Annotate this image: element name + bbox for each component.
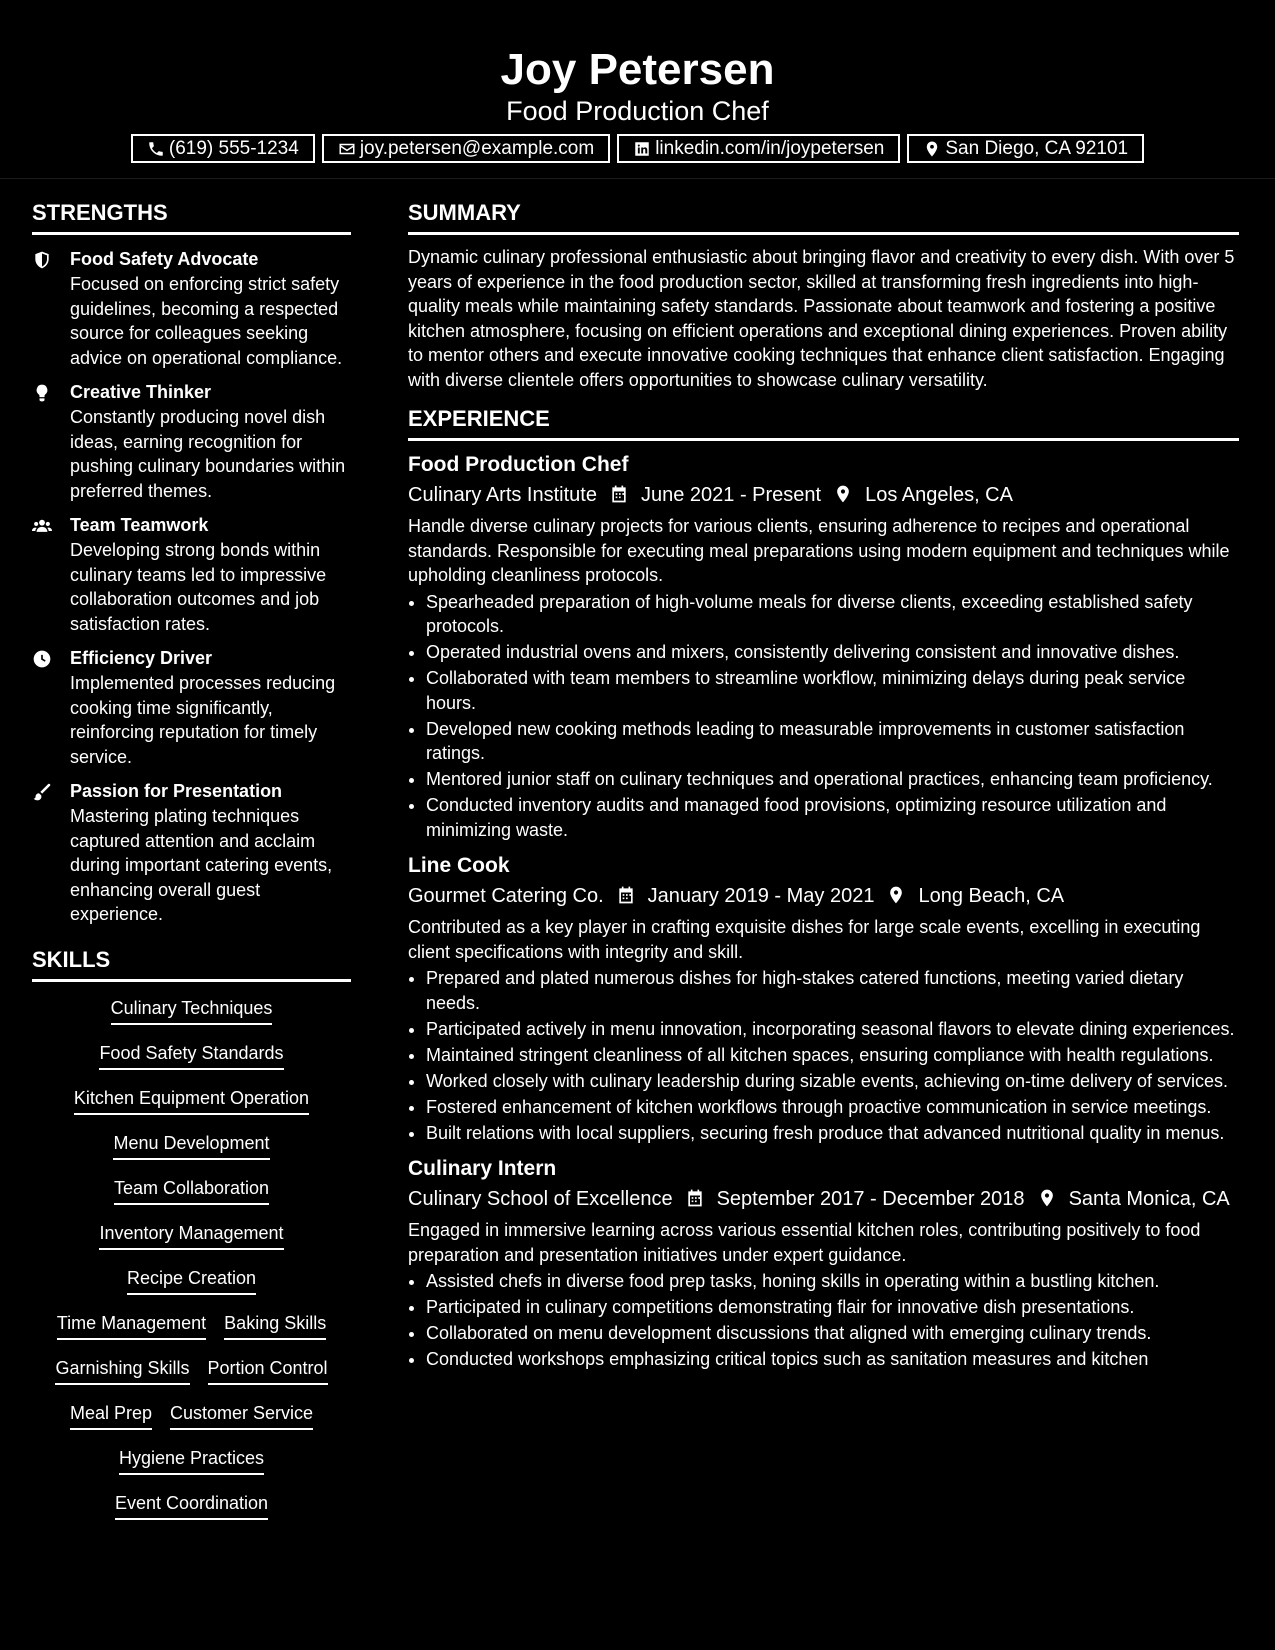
job-location: Los Angeles, CA — [865, 484, 1013, 506]
experience-heading: EXPERIENCE — [408, 404, 1239, 441]
location-text: San Diego, CA 92101 — [945, 137, 1129, 159]
summary-heading: SUMMARY — [408, 198, 1239, 235]
skill-tag: Garnishing Skills — [55, 1356, 189, 1385]
users-icon — [32, 516, 54, 536]
map-pin-icon — [833, 484, 855, 506]
phone-icon — [147, 140, 165, 158]
job-company: Culinary School of Excellence — [408, 1188, 673, 1210]
strength-title: Efficiency Driver — [70, 648, 213, 668]
skill-tag: Portion Control — [208, 1356, 328, 1385]
job-dates: June 2021 - Present — [640, 484, 822, 506]
skills-heading: SKILLS — [32, 945, 351, 982]
phone-text: (619) 555-1234 — [168, 137, 299, 159]
left-column — [32, 198, 351, 1536]
lightbulb-icon — [32, 383, 54, 403]
skill-tag: Meal Prep — [70, 1401, 152, 1430]
skill-tag: Inventory Management — [99, 1221, 283, 1250]
skill-tag: Food Safety Standards — [99, 1041, 283, 1070]
skill-tag: Culinary Techniques — [111, 996, 273, 1025]
skill-tag: Menu Development — [113, 1131, 269, 1160]
summary-text: Dynamic culinary professional enthusiastic about bringing flavor and creativity to every dish. With over 5 years of experience in the food production sector, skilled at transforming fresh ingredients into high-quality meals while maintaining safety standards. Passionate about teamwork and fostering a positive kitchen atmosphere, focusing on efficient operations and exceptional dining experiences. Proven ability to mentor others and execute innovative cooking techniques that enhance client satisfaction. Engaging with diverse clientele offers opportunities to showcase culinary versatility. — [408, 247, 1235, 390]
job-dates: September 2017 - December 2018 — [716, 1188, 1025, 1210]
email-text: joy.petersen@example.com — [359, 137, 595, 159]
strength-desc: Developing strong bonds within culinary teams led to impressive collaboration outcomes and job satisfaction rates. — [70, 540, 327, 634]
job-desc: Contributed as a key player in crafting exquisite dishes for large scale events, excelling in executing client specifications with integrity and skill. — [408, 917, 1201, 962]
contact-email[interactable] — [322, 134, 610, 163]
job-bullets — [408, 966, 1239, 1145]
strength-title: Creative Thinker — [70, 382, 212, 402]
strength-item — [32, 779, 351, 927]
strength-item — [32, 513, 351, 636]
strength-title: Food Safety Advocate — [70, 249, 259, 269]
bullet-item: • Spearheaded preparation of high-volume meals for diverse clients, exceeding established safety protocols. — [426, 590, 1239, 639]
job-desc: Engaged in immersive learning across various essential kitchen roles, contributing positively to food preparation and presentation initiatives under expert guidance. — [408, 1220, 1201, 1265]
bullet-item: • Participated in culinary competitions demonstrating flair for innovative dish presentations. — [426, 1295, 1239, 1320]
job-entry — [408, 1155, 1239, 1372]
strength-item — [32, 247, 351, 370]
job-location: Long Beach, CA — [918, 885, 1065, 907]
bullet-item: • Collaborated with team members to streamline workflow, minimizing delays during peak service hours. — [426, 666, 1239, 715]
skill-tag: Customer Service — [170, 1401, 313, 1430]
job-meta — [408, 480, 1239, 510]
job-title: Food Production Chef — [408, 453, 629, 476]
skill-tag: Hygiene Practices — [119, 1446, 264, 1475]
strength-item — [32, 646, 351, 769]
calendar-icon — [685, 1188, 707, 1210]
bullet-item: • Conducted inventory audits and managed food provisions, optimizing resource utilization and minimizing waste. — [426, 793, 1239, 842]
job-bullets — [408, 590, 1239, 843]
strength-desc: Implemented processes reducing cooking time significantly, reinforcing reputation for timely service. — [70, 673, 336, 767]
map-pin-icon — [1037, 1188, 1059, 1210]
skill-tag: Team Collaboration — [114, 1176, 269, 1205]
envelope-icon — [338, 140, 356, 158]
contact-bar — [0, 134, 1275, 163]
bullet-item: • Collaborated on menu development discussions that aligned with emerging culinary trends. — [426, 1321, 1239, 1346]
clock-icon — [32, 649, 54, 669]
job-title: Culinary Intern — [408, 1157, 557, 1180]
right-column — [408, 198, 1239, 1373]
strengths-heading: STRENGTHS — [32, 198, 351, 235]
strength-item — [32, 380, 351, 503]
bullet-item: • Mentored junior staff on culinary techniques and operational practices, enhancing team proficiency. — [426, 767, 1239, 792]
job-meta — [408, 881, 1239, 911]
linkedin-icon — [633, 140, 651, 158]
strength-desc: Focused on enforcing strict safety guidelines, becoming a respected source for colleagues seeking advice on operational compliance. — [70, 274, 343, 368]
strength-desc: Mastering plating techniques captured attention and acclaim during important catering events, enhancing overall guest experience. — [70, 806, 333, 924]
skill-tag: Event Coordination — [115, 1491, 268, 1520]
skills-list — [32, 996, 351, 1536]
contact-phone[interactable] — [131, 134, 315, 163]
job-title: Line Cook — [408, 854, 510, 877]
strength-desc: Constantly producing novel dish ideas, earning recognition for pushing culinary boundaries within preferred themes. — [70, 407, 346, 501]
resume-header — [0, 0, 1275, 179]
bullet-item: • Conducted workshops emphasizing critical topics such as sanitation measures and kitchen — [426, 1347, 1239, 1372]
skill-tag: Time Management — [57, 1311, 206, 1340]
contact-location — [907, 134, 1144, 163]
skill-tag: Kitchen Equipment Operation — [74, 1086, 309, 1115]
job-meta — [408, 1184, 1239, 1214]
candidate-title: Food Production Chef — [506, 96, 769, 126]
bullet-item: • Fostered enhancement of kitchen workflows through proactive communication in service meetings. — [426, 1095, 1239, 1120]
shield-icon — [32, 250, 54, 270]
job-company: Culinary Arts Institute — [408, 484, 597, 506]
job-entry — [408, 852, 1239, 1145]
job-dates: January 2019 - May 2021 — [647, 885, 875, 907]
bullet-item: • Developed new cooking methods leading to measurable improvements in customer satisfaction ratings. — [426, 717, 1239, 766]
linkedin-text: linkedin.com/in/joypetersen — [655, 137, 885, 159]
bullet-item: • Participated actively in menu innovation, incorporating seasonal flavors to elevate dining experiences. — [426, 1017, 1239, 1042]
bullet-item: • Built relations with local suppliers, securing fresh produce that advanced nutritional quality in menus. — [426, 1121, 1239, 1146]
job-bullets — [408, 1269, 1239, 1372]
bullet-item: • Worked closely with culinary leadership during sizable events, achieving on-time delivery of services. — [426, 1069, 1239, 1094]
skill-tag: Recipe Creation — [127, 1266, 256, 1295]
bullet-item: • Prepared and plated numerous dishes for high-stakes catered functions, meeting varied dietary needs. — [426, 966, 1239, 1015]
contact-linkedin[interactable] — [617, 134, 900, 163]
strength-title: Team Teamwork — [70, 515, 209, 535]
bullet-item: • Maintained stringent cleanliness of all kitchen spaces, ensuring compliance with health regulations. — [426, 1043, 1239, 1068]
job-desc: Handle diverse culinary projects for various clients, ensuring adherence to recipes and operational standards. Responsible for executing meal preparations using modern equipment and techniques while upholding cleanliness protocols. — [408, 516, 1230, 585]
calendar-icon — [616, 885, 638, 907]
strength-title: Passion for Presentation — [70, 781, 283, 801]
map-pin-icon — [923, 140, 941, 158]
skill-tag: Baking Skills — [224, 1311, 326, 1340]
map-pin-icon — [886, 885, 908, 907]
job-company: Gourmet Catering Co. — [408, 885, 604, 907]
calendar-icon — [609, 484, 631, 506]
candidate-name: Joy Petersen — [500, 45, 775, 94]
bullet-item: • Operated industrial ovens and mixers, consistently delivering consistent and innovative dishes. — [426, 640, 1239, 665]
bullet-item: • Assisted chefs in diverse food prep tasks, honing skills in operating within a bustling kitchen. — [426, 1269, 1239, 1294]
paintbrush-icon — [32, 782, 54, 802]
job-location: Santa Monica, CA — [1068, 1188, 1230, 1210]
job-entry — [408, 451, 1239, 842]
